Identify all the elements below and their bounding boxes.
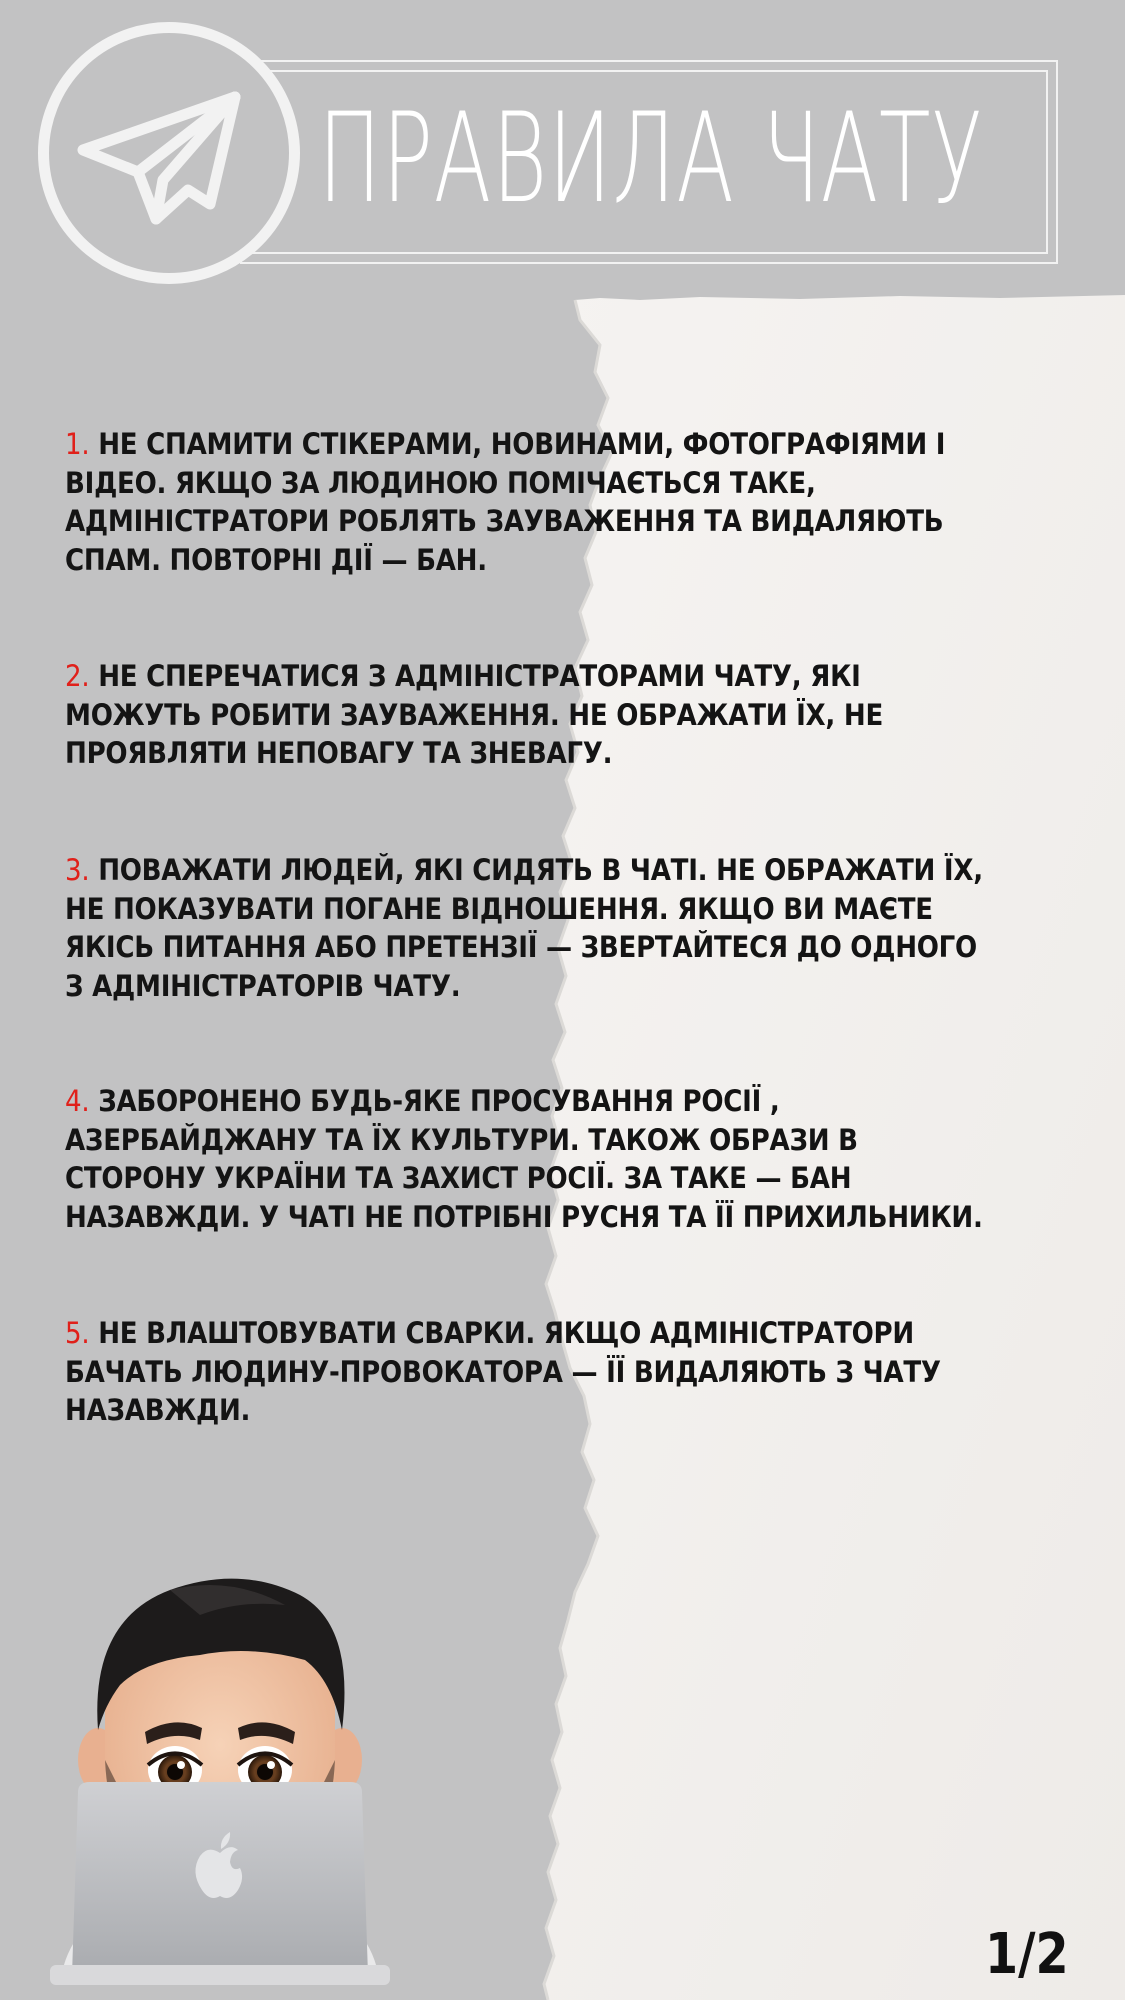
rule-text: НЕ СПАМИТИ СТІКЕРАМИ, НОВИНАМИ, ФОТОГРАФІЯМИ І — [98, 427, 946, 461]
rule-line — [65, 851, 983, 890]
rule-line: ЯКІСЬ ПИТАННЯ АБО ПРЕТЕНЗІЇ — ЗВЕРТАЙТЕСЯ ДО ОДНОГО — [65, 930, 977, 964]
rule-line: НЕ ПОКАЗУВАТИ ПОГАНЕ ВІДНОШЕННЯ. ЯКЩО ВИ МАЄТЕ — [65, 891, 933, 926]
rule-line — [65, 425, 946, 464]
rule-number: 1. — [65, 427, 90, 461]
rule-line: З АДМІНІСТРАТОРІВ ЧАТУ. — [65, 968, 461, 1003]
page-indicator: 1/2 — [985, 1922, 1069, 1987]
rule-line — [65, 1314, 929, 1353]
rule-line: НАЗАВЖДИ. — [65, 1393, 251, 1427]
telegram-paper-plane-icon — [38, 22, 300, 284]
rule-line: АДМІНІСТРАТОРИ РОБЛЯТЬ ЗАУВАЖЕННЯ ТА ВИДАЛЯЮТЬ — [65, 504, 944, 538]
rule-item-2 — [65, 657, 1025, 773]
rule-item-5 — [65, 1314, 1025, 1430]
rule-line: МОЖУТЬ РОБИТИ ЗАУВАЖЕННЯ. НЕ ОБРАЖАТИ ЇХ, НЕ — [65, 697, 884, 732]
rule-line — [65, 657, 929, 696]
rule-text: НЕ ВЛАШТОВУВАТИ СВАРКИ. ЯКЩО АДМІНІСТРАТОРИ — [98, 1316, 914, 1350]
rule-line: АЗЕРБАЙДЖАНУ ТА ЇХ КУЛЬТУРИ. ТАКОЖ ОБРАЗИ В — [65, 1122, 858, 1157]
rule-text: ПОВАЖАТИ ЛЮДЕЙ, ЯКІ СИДЯТЬ В ЧАТІ. НЕ ОБРАЖАТИ ЇХ, — [98, 853, 983, 887]
rule-number: 2. — [65, 659, 90, 693]
rule-line: СПАМ. ПОВТОРНІ ДІЇ — БАН. — [65, 542, 487, 577]
rule-line — [65, 1082, 929, 1121]
rule-item-1 — [65, 425, 1025, 579]
rule-item-3 — [65, 851, 1025, 1005]
rule-text: НЕ СПЕРЕЧАТИСЯ З АДМІНІСТРАТОРАМИ ЧАТУ, ЯКІ — [98, 659, 861, 693]
rule-line: НАЗАВЖДИ. У ЧАТІ НЕ ПОТРІБНІ РУСНЯ ТА ЇЇ ПРИХИЛЬНИКИ. — [65, 1199, 983, 1234]
rule-line: ПРОЯВЛЯТИ НЕПОВАГУ ТА ЗНЕВАГУ. — [65, 736, 613, 770]
rule-number: 4. — [65, 1084, 90, 1118]
rule-item-4 — [65, 1082, 1025, 1236]
rule-text: ЗАБОРОНЕНО БУДЬ-ЯКЕ ПРОСУВАННЯ РОСІЇ , — [98, 1084, 780, 1118]
rule-number: 3. — [65, 853, 90, 887]
rule-number: 5. — [65, 1316, 90, 1350]
rule-line: БАЧАТЬ ЛЮДИНУ-ПРОВОКАТОРА — ЇЇ ВИДАЛЯЮТЬ З ЧАТУ — [65, 1354, 941, 1389]
rule-line: СТОРОНУ УКРАЇНИ ТА ЗАХИСТ РОСІЇ. ЗА ТАКЕ — БАН — [65, 1161, 852, 1195]
page-title: ПРАВИЛА ЧАТУ — [318, 87, 984, 231]
memoji-man-with-laptop-icon — [50, 1560, 390, 1985]
rule-line: ВІДЕО. ЯКЩО ЗА ЛЮДИНОЮ ПОМІЧАЄТЬСЯ ТАКЕ, — [65, 465, 816, 500]
